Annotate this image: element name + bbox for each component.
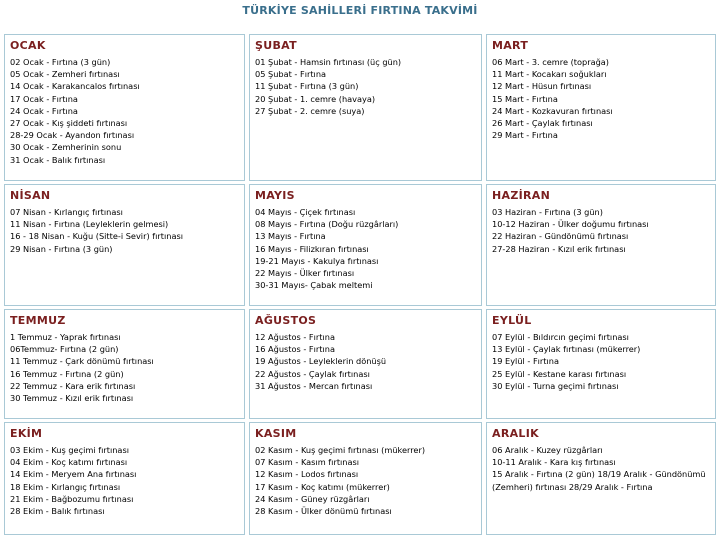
month-card	[486, 34, 716, 181]
storm-entry: 07 Nisan - Kırlangıç fırtınası	[10, 207, 123, 217]
storm-entry: 11 Temmuz - Çark dönümü fırtınası	[10, 356, 154, 367]
storm-entry: 08 Mayıs - Fırtına (Doğu rüzgârları)	[255, 219, 399, 230]
month-title: TEMMUZ	[10, 314, 66, 327]
storm-list	[255, 331, 476, 392]
storm-entry: 22 Ağustos - Çaylak fırtınası	[255, 368, 370, 379]
storm-list	[492, 206, 710, 255]
storm-entry: 14 Ekim - Meryem Ana fırtınası	[10, 469, 137, 480]
storm-entry: 22 Haziran - Gündönümü fırtınası	[492, 231, 629, 242]
storm-entry: 01 Şubat - Hamsin fırtınası (üç gün)	[255, 57, 402, 67]
storm-entry: 07 Eylül - Bıldırcın geçimi fırtınası	[492, 332, 629, 342]
storm-entry: 11 Mart - Kocakarı soğukları	[492, 69, 607, 80]
month-title: MAYIS	[255, 189, 295, 202]
storm-entry: 25 Eylül - Kestane karası fırtınası	[492, 368, 627, 379]
storm-entry: 15 Mart - Fırtına	[492, 93, 558, 104]
storm-entry: 20 Şubat - 1. cemre (havaya)	[255, 93, 376, 104]
storm-entry: 1 Temmuz - Yaprak fırtınası	[10, 332, 121, 342]
storm-entry: 24 Kasım - Güney rüzgârları	[255, 493, 370, 504]
month-card	[486, 309, 716, 419]
storm-list	[492, 56, 710, 141]
storm-entry: 31 Ağustos - Mercan fırtınası	[255, 380, 373, 391]
month-title: NİSAN	[10, 189, 51, 202]
month-title: EYLÜL	[492, 314, 532, 327]
month-title: ARALIK	[492, 427, 539, 440]
storm-entry: 17 Ocak - Fırtına	[10, 93, 78, 104]
storm-entry: 05 Şubat - Fırtına	[255, 69, 327, 80]
month-title: AĞUSTOS	[255, 314, 317, 327]
storm-entry: 04 Ekim - Koç katımı fırtınası	[10, 457, 128, 468]
storm-entry: 19 Ağustos - Leyleklerin dönüşü	[255, 356, 387, 367]
storm-entry: 12 Kasım - Lodos fırtınası	[255, 469, 359, 480]
storm-entry: 17 Kasım - Koç katımı (mükerrer)	[255, 481, 390, 492]
storm-entry: 30 Eylül - Turna geçimi fırtınası	[492, 380, 619, 391]
storm-entry: 11 Nisan - Fırtına (Leyleklerin gelmesi)	[10, 219, 169, 230]
storm-entry: 26 Mart - Çaylak fırtınası	[492, 118, 593, 129]
storm-list	[10, 331, 239, 404]
storm-entry: 15 Aralık - Fırtına (2 gün) 18/19 Aralık - Gündönümü (Zemheri) fırtınası 28/29 Aralık - Fırtına	[492, 469, 709, 492]
storm-entry: 29 Nisan - Fırtına (3 gün)	[10, 243, 113, 254]
storm-entry: 12 Ağustos - Fırtına	[255, 332, 335, 342]
month-card	[4, 34, 245, 181]
storm-list	[10, 444, 239, 517]
storm-entry: 28-29 Ocak - Ayandon fırtınası	[10, 130, 135, 141]
storm-entry: 13 Mayıs - Fırtına	[255, 231, 326, 242]
storm-entry: 19-21 Mayıs - Kakulya fırtınası	[255, 255, 379, 266]
month-title: HAZİRAN	[492, 189, 551, 202]
storm-entry: 13 Eylül - Çaylak fırtınası (mükerrer)	[492, 344, 641, 355]
storm-entry: 06Temmuz- Fırtına (2 gün)	[10, 344, 119, 355]
month-title: OCAK	[10, 39, 46, 52]
month-title: ŞUBAT	[255, 39, 297, 52]
storm-entry: 27 Ocak - Kış şiddeti fırtınası	[10, 118, 128, 129]
month-card	[4, 422, 245, 535]
storm-list	[492, 331, 710, 392]
storm-list	[492, 444, 710, 493]
page-title: TÜRKİYE SAHİLLERİ FIRTINA TAKVİMİ	[242, 4, 478, 17]
storm-list	[10, 206, 239, 255]
storm-list	[10, 56, 239, 166]
storm-entry: 11 Şubat - Fırtına (3 gün)	[255, 81, 359, 92]
month-title: MART	[492, 39, 529, 52]
storm-list	[255, 56, 476, 117]
storm-entry: 30 Temmuz - Kızıl erik fırtınası	[10, 393, 134, 404]
month-card	[486, 422, 716, 535]
storm-entry: 22 Mayıs - Ülker fırtınası	[255, 268, 355, 279]
storm-entry: 19 Eylül - Fırtına	[492, 356, 559, 367]
storm-entry: 03 Ekim - Kuş geçimi fırtınası	[10, 445, 129, 455]
storm-entry: 16 - 18 Nisan - Kuğu (Sitte-i Sevir) fırtınası	[10, 231, 183, 242]
month-card	[249, 34, 482, 181]
storm-entry: 02 Kasım - Kuş geçimi fırtınası (mükerrer)	[255, 445, 426, 455]
storm-entry: 24 Mart - Kozkavuran fırtınası	[492, 105, 613, 116]
storm-entry: 31 Ocak - Balık fırtınası	[10, 154, 106, 165]
storm-entry: 21 Ekim - Bağbozumu fırtınası	[10, 493, 134, 504]
storm-entry: 14 Ocak - Karakancalos fırtınası	[10, 81, 140, 92]
storm-list	[255, 206, 476, 291]
storm-entry: 29 Mart - Fırtına	[492, 130, 558, 141]
month-title: EKİM	[10, 427, 43, 440]
storm-entry: 05 Ocak - Zemheri fırtınası	[10, 69, 120, 80]
storm-entry: 28 Ekim - Balık fırtınası	[10, 506, 105, 517]
storm-entry: 12 Mart - Hüsun fırtınası	[492, 81, 592, 92]
month-card	[486, 184, 716, 306]
storm-entry: 22 Temmuz - Kara erik fırtınası	[10, 380, 136, 391]
calendar-grid	[4, 34, 716, 536]
storm-entry: 30 Ocak - Zemherinin sonu	[10, 142, 122, 153]
storm-entry: 16 Temmuz - Fırtına (2 gün)	[10, 368, 124, 379]
storm-entry: 27 Şubat - 2. cemre (suya)	[255, 105, 365, 116]
month-card	[249, 422, 482, 535]
storm-entry: 06 Aralık - Kuzey rüzgârları	[492, 445, 603, 455]
storm-entry: 04 Mayıs - Çiçek fırtınası	[255, 207, 356, 217]
storm-entry: 16 Mayıs - Filizkıran fırtınası	[255, 243, 369, 254]
month-card	[4, 309, 245, 419]
month-card	[249, 184, 482, 306]
month-card	[249, 309, 482, 419]
storm-entry: 06 Mart - 3. cemre (toprağa)	[492, 57, 609, 67]
storm-list	[255, 444, 476, 517]
storm-entry: 24 Ocak - Fırtına	[10, 105, 78, 116]
storm-entry: 10-11 Aralık - Kara kış fırtınası	[492, 457, 616, 468]
month-card	[4, 184, 245, 306]
storm-entry: 27-28 Haziran - Kızıl erik fırtınası	[492, 243, 626, 254]
storm-entry: 30-31 Mayıs- Çabak meltemi	[255, 280, 373, 291]
storm-entry: 02 Ocak - Fırtına (3 gün)	[10, 57, 111, 67]
storm-entry: 28 Kasım - Ülker dönümü fırtınası	[255, 506, 392, 517]
month-title: KASIM	[255, 427, 297, 440]
storm-entry: 16 Ağustos - Fırtına	[255, 344, 335, 355]
storm-entry: 18 Ekim - Kırlangıç fırtınası	[10, 481, 121, 492]
storm-entry: 07 Kasım - Kasım fırtınası	[255, 457, 360, 468]
storm-entry: 10-12 Haziran - Ülker doğumu fırtınası	[492, 219, 649, 230]
storm-entry: 03 Haziran - Fırtına (3 gün)	[492, 207, 603, 217]
